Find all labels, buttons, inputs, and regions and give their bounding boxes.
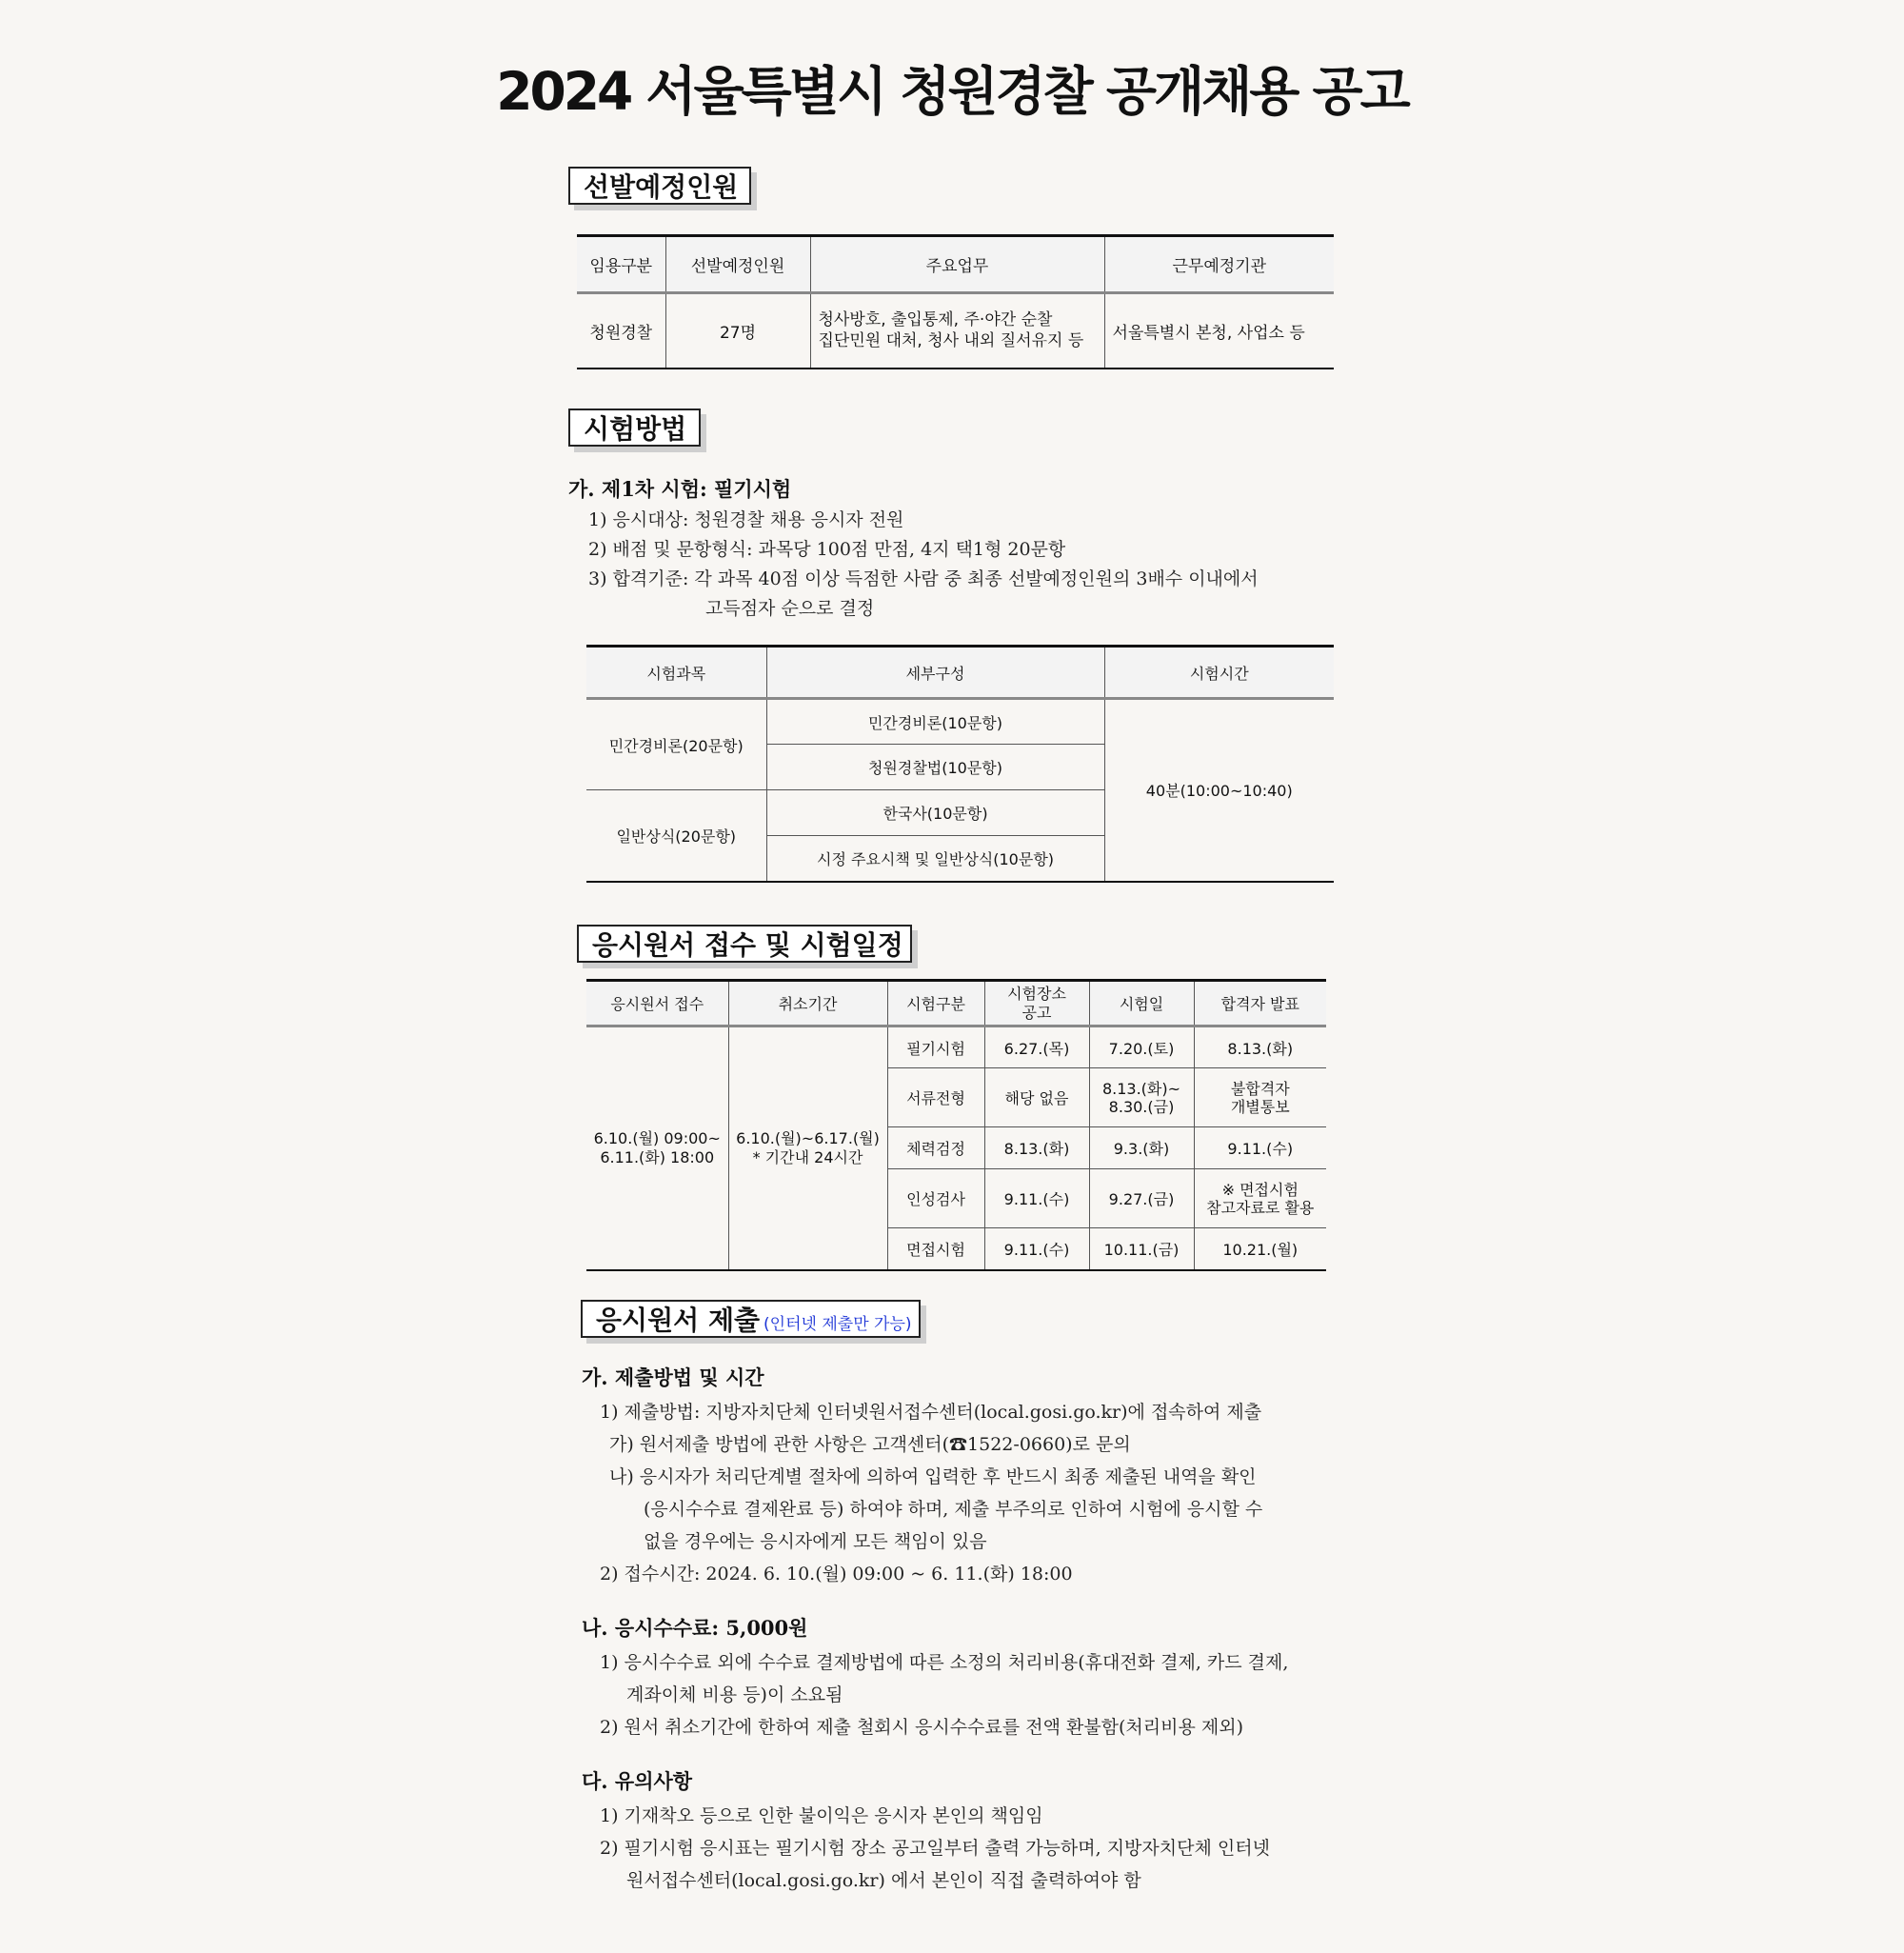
text-line: 2) 원서 취소기간에 한하여 제출 철회시 응시수수료를 전액 환불함(처리비용 제외) xyxy=(600,1717,1244,1738)
cell-date: 9.27.(금) xyxy=(1089,1169,1194,1228)
text-line: 1) 기재착오 등으로 인한 불이익은 응시자 본인의 책임임 xyxy=(600,1805,1043,1826)
text-line: 1) 응시수수료 외에 수수료 결제방법에 따른 소정의 처리비용(휴대전화 결제, 카드 결제, xyxy=(600,1652,1289,1673)
table-row xyxy=(577,293,1334,369)
header-cell: 세부구성 xyxy=(766,647,1104,699)
header-line: 공고 xyxy=(1021,1003,1052,1022)
cell-detail: 민간경비론(10문항) xyxy=(766,699,1104,745)
section-heading-text: 선발예정인원 xyxy=(584,171,739,203)
cell-time: 40분(10:00~10:40) xyxy=(1104,699,1334,882)
cell-place: 서울특별시 본청, 사업소 등 xyxy=(1104,293,1334,369)
header-cell: 근무예정기관 xyxy=(1104,236,1334,293)
exam-subject-table xyxy=(586,645,1334,883)
text-line: 2) 접수시간: 2024. 6. 10.(월) 09:00 ~ 6. 11.(화) 18:00 xyxy=(600,1564,1073,1584)
schedule-table xyxy=(586,979,1326,1271)
header-cell: 시험시간 xyxy=(1104,647,1334,699)
text-line: (응시수수료 결제완료 등) 하여야 하며, 제출 부주의로 인하여 시험에 응시할 수 xyxy=(644,1499,1263,1520)
text-line: 1) 응시대상: 청원경찰 채용 응시자 전원 xyxy=(588,509,904,530)
cell-notice: 해당 없음 xyxy=(984,1068,1089,1127)
cell-result: 9.11.(수) xyxy=(1194,1127,1326,1169)
cancel-line: * 기간내 24시간 xyxy=(752,1147,863,1166)
text-line: 없을 경우에는 응시자에게 모든 책임이 있음 xyxy=(644,1531,987,1552)
cell-kind: 필기시험 xyxy=(887,1026,984,1068)
cell-result xyxy=(1194,1068,1326,1127)
item-heading: 가. 제출방법 및 시간 xyxy=(582,1365,764,1389)
result-line: 개별통보 xyxy=(1230,1097,1290,1116)
cell-duty xyxy=(810,293,1104,369)
item-heading: 가. 제1차 시험: 필기시험 xyxy=(568,477,792,501)
table-row xyxy=(586,1026,1326,1068)
text-line: 원서접수센터(local.gosi.go.kr) 에서 본인이 직접 출력하여야 함 xyxy=(626,1870,1141,1891)
cell-kind: 체력검정 xyxy=(887,1127,984,1169)
cell-subject: 민간경비론(20문항) xyxy=(586,699,766,790)
section-heading-note: (인터넷 제출만 가능) xyxy=(764,1314,912,1334)
cell-type: 청원경찰 xyxy=(577,293,665,369)
result-line: 불합격자 xyxy=(1230,1079,1290,1098)
cell-kind: 면접시험 xyxy=(887,1228,984,1270)
item-heading: 다. 유의사항 xyxy=(582,1769,693,1793)
cell-notice: 6.27.(목) xyxy=(984,1026,1089,1068)
cell-receipt xyxy=(586,1026,728,1270)
header-cell: 선발예정인원 xyxy=(665,236,810,293)
page-title: 2024 서울특별시 청원경찰 공개채용 공고 xyxy=(496,61,1408,122)
section-heading-recruitment xyxy=(568,167,751,205)
cell-result xyxy=(1194,1169,1326,1228)
text-line: 3) 합격기준: 각 과목 40점 이상 득점한 사람 중 최종 선발예정인원의 3배수 이내에서 xyxy=(588,568,1259,589)
header-cell: 합격자 발표 xyxy=(1194,981,1326,1026)
cell-detail: 청원경찰법(10문항) xyxy=(766,745,1104,790)
table-row xyxy=(586,699,1334,745)
section-heading-text: 응시원서 제출 xyxy=(596,1305,761,1336)
cell-kind: 인성검사 xyxy=(887,1169,984,1228)
cell-date: 10.11.(금) xyxy=(1089,1228,1194,1270)
cell-result: 8.13.(화) xyxy=(1194,1026,1326,1068)
text-line: 2) 배점 및 문항형식: 과목당 100점 만점, 4지 택1형 20문항 xyxy=(588,539,1066,560)
receipt-line: 6.10.(월) 09:00~ xyxy=(593,1128,721,1147)
duty-line: 집단민원 대처, 청사 내외 질서유지 등 xyxy=(818,331,1084,351)
header-cell: 시험구분 xyxy=(887,981,984,1026)
cell-date: 9.3.(화) xyxy=(1089,1127,1194,1169)
section-heading-text: 응시원서 접수 및 시험일정 xyxy=(592,929,903,961)
section-heading-text: 시험방법 xyxy=(584,413,687,445)
text-line: 고득점자 순으로 결정 xyxy=(705,598,875,619)
cell-date: 7.20.(토) xyxy=(1089,1026,1194,1068)
cell-detail: 시정 주요시책 및 일반상식(10문항) xyxy=(766,836,1104,882)
header-cell: 취소기간 xyxy=(728,981,887,1026)
duty-line: 청사방호, 출입통제, 주·야간 순찰 xyxy=(818,310,1053,330)
cell-detail: 한국사(10문항) xyxy=(766,790,1104,836)
header-cell: 시험일 xyxy=(1089,981,1194,1026)
recruitment-table xyxy=(577,234,1334,369)
cell-kind: 서류전형 xyxy=(887,1068,984,1127)
text-line: 1) 제출방법: 지방자치단체 인터넷원서접수센터(local.gosi.go.kr)에 접속하여 제출 xyxy=(600,1402,1262,1423)
item-heading: 나. 응시수수료: 5,000원 xyxy=(582,1616,808,1640)
result-line: ※ 면접시험 xyxy=(1221,1180,1299,1199)
date-line: 8.13.(화)~ xyxy=(1101,1079,1181,1098)
receipt-line: 6.11.(화) 18:00 xyxy=(600,1147,715,1166)
text-line: 계좌이체 비용 등)이 소요됨 xyxy=(626,1684,843,1705)
result-line: 참고자료로 활용 xyxy=(1206,1198,1315,1217)
text-line: 나) 응시자가 처리단계별 절차에 의하여 입력한 후 반드시 최종 제출된 내역을 확인 xyxy=(609,1466,1257,1487)
cell-result: 10.21.(월) xyxy=(1194,1228,1326,1270)
section-heading-submission xyxy=(581,1300,921,1338)
text-line: 가) 원서제출 방법에 관한 사항은 고객센터(☎1522-0660)로 문의 xyxy=(609,1434,1131,1455)
text-line: 2) 필기시험 응시표는 필기시험 장소 공고일부터 출력 가능하며, 지방자치단체 인터넷 xyxy=(600,1838,1270,1859)
cell-cancel xyxy=(728,1026,887,1270)
header-cell: 시험과목 xyxy=(586,647,766,699)
cell-date xyxy=(1089,1068,1194,1127)
header-cell: 임용구분 xyxy=(577,236,665,293)
date-line: 8.30.(금) xyxy=(1108,1097,1175,1116)
cell-subject: 일반상식(20문항) xyxy=(586,790,766,882)
header-line: 시험장소 xyxy=(1007,984,1066,1003)
section-heading-exam-method xyxy=(568,409,701,447)
cell-notice: 9.11.(수) xyxy=(984,1228,1089,1270)
section-heading-schedule xyxy=(577,925,912,963)
cell-notice: 9.11.(수) xyxy=(984,1169,1089,1228)
header-cell: 주요업무 xyxy=(810,236,1104,293)
header-cell xyxy=(984,981,1089,1026)
header-cell: 응시원서 접수 xyxy=(586,981,728,1026)
cell-count: 27명 xyxy=(665,293,810,369)
cell-notice: 8.13.(화) xyxy=(984,1127,1089,1169)
cancel-line: 6.10.(월)~6.17.(월) xyxy=(736,1128,880,1147)
